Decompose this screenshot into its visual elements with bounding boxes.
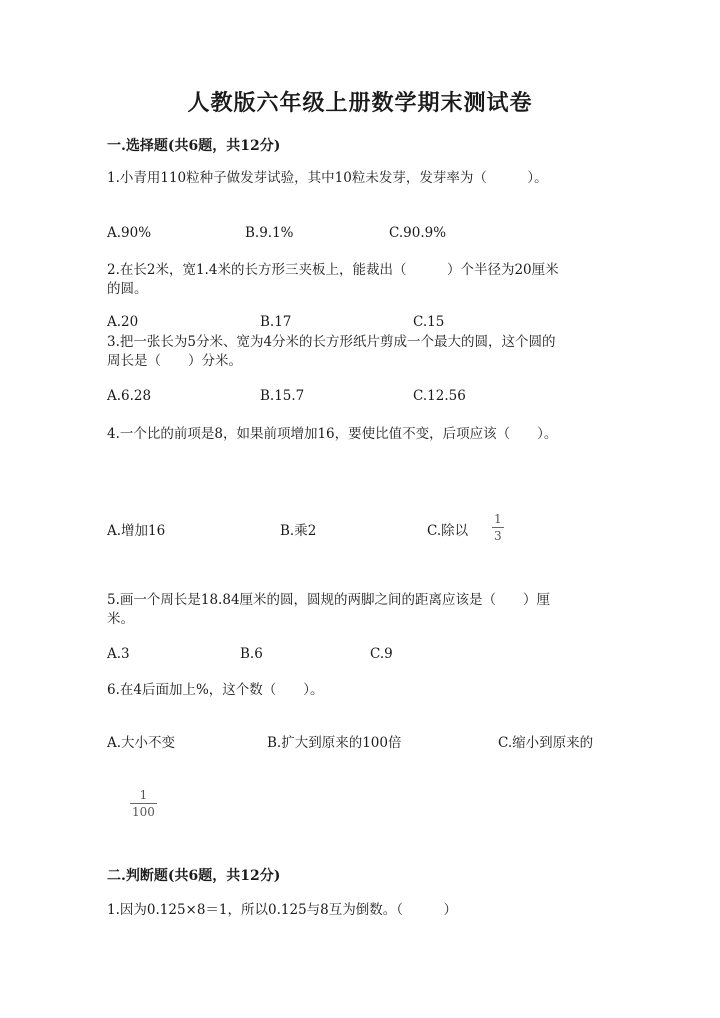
question-5-text-line1: 5.画一个周长是18.84厘米的圆，圆规的两脚之间的距离应该是（ ）厘	[107, 592, 551, 608]
question-4-option-b: B.乘2	[280, 523, 317, 539]
question-1-option-c: C.90.9%	[389, 225, 447, 241]
question-5-text-line2: 米。	[107, 611, 134, 627]
fraction-denominator: 100	[132, 805, 155, 819]
question-3-text-line2: 周长是（ ）分米。	[107, 353, 242, 369]
question-2-text-line2: 的圆。	[107, 281, 148, 297]
section-heading-choice: 一.选择题(共6题，共12分)	[107, 138, 281, 154]
question-6-text: 6.在4后面加上%，这个数（ ）。	[107, 682, 324, 698]
page-title: 人教版六年级上册数学期末测试卷	[187, 90, 533, 116]
question-5-option-a: A.3	[107, 646, 130, 662]
fraction-bar	[130, 803, 157, 804]
question-2-option-b: B.17	[260, 314, 292, 330]
question-1-text: 1.小青用110粒种子做发芽试验，其中10粒未发芽，发芽率为（ ）。	[107, 170, 548, 186]
question-6-option-c: C.缩小到原来的	[498, 735, 594, 751]
question-5-option-c: C.9	[370, 646, 393, 662]
question-4-text: 4.一个比的前项是8，如果前项增加16，要使比值不变，后项应该（ ）。	[107, 426, 558, 442]
fraction-bar	[492, 527, 504, 528]
question-1-option-a: A.90%	[107, 225, 152, 241]
fraction-denominator: 3	[494, 529, 502, 543]
question-6-option-b: B.扩大到原来的100倍	[267, 735, 402, 751]
question-3-option-c: C.12.56	[413, 388, 466, 404]
question-4-option-a: A.增加16	[107, 523, 166, 539]
question-3-option-a: A.6.28	[107, 388, 152, 404]
question-2-option-c: C.15	[413, 314, 445, 330]
question-2-text-line1: 2.在长2米，宽1.4米的长方形三夹板上，能裁出（ ）个半径为20厘米	[107, 262, 559, 278]
fraction-numerator: 1	[494, 512, 502, 526]
question-2-option-a: A.20	[107, 314, 139, 330]
question-4-fraction	[492, 512, 504, 543]
question-4-option-c: C.除以	[427, 523, 469, 539]
judgement-question-1-text: 1.因为0.125×8＝1，所以0.125与8互为倒数。（ ）	[107, 902, 458, 918]
section-heading-judgement: 二.判断题(共6题，共12分)	[107, 868, 281, 884]
question-6-option-a: A.大小不变	[107, 735, 176, 751]
question-5-option-b: B.6	[240, 646, 263, 662]
fraction-numerator: 1	[139, 788, 148, 802]
question-6-fraction	[130, 788, 157, 819]
question-3-text-line1: 3.把一张长为5分米、宽为4分米的长方形纸片剪成一个最大的圆，这个圆的	[107, 334, 556, 350]
question-3-option-b: B.15.7	[260, 388, 305, 404]
question-1-option-b: B.9.1%	[245, 225, 294, 241]
